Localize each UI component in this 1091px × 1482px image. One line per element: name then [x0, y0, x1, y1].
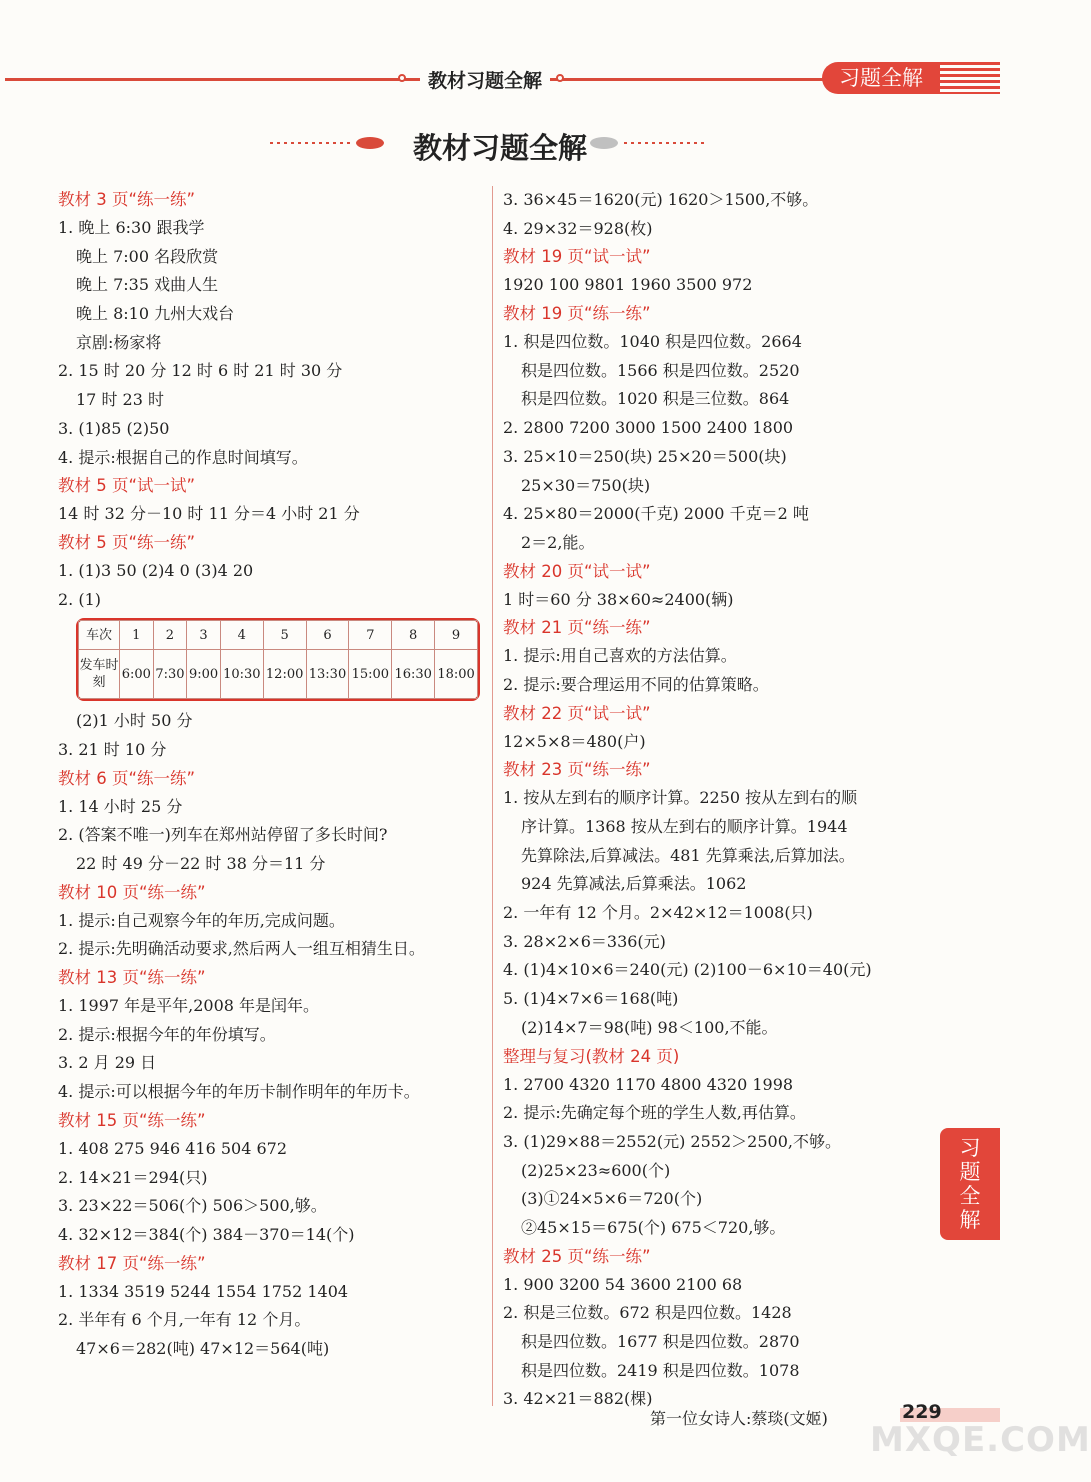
table-cell-train: 3 — [187, 621, 221, 650]
section-heading: 教材 3 页“练一练” — [58, 190, 196, 209]
section-heading: 教材 5 页“练一练” — [58, 532, 196, 552]
schedule-table — [76, 618, 480, 701]
table-cell-train: 2 — [153, 621, 187, 650]
table-cell-train: 1 — [120, 621, 154, 650]
answer-line: 25×30＝750(块) — [521, 475, 651, 495]
section-heading: 教材 5 页“试一试” — [58, 476, 196, 496]
section-heading: 教材 19 页“练一练” — [503, 304, 651, 324]
answer-line: 5. (1)4×7×6＝168(吨) — [503, 989, 679, 1009]
answer-line: 3. 2 月 29 日 — [58, 1053, 157, 1073]
watermark: MXQE.COM — [870, 1420, 1091, 1460]
table-header-train: 车次 — [79, 621, 120, 650]
table-cell-time: 9:00 — [187, 650, 221, 699]
answer-line: 2. 半年有 6 个月,一年有 12 个月。 — [58, 1310, 311, 1330]
answer-line: 京剧:杨家将 — [76, 332, 162, 352]
answer-line: 4. 提示:根据自己的作息时间填写。 — [58, 447, 308, 467]
answer-line: (3)①24×5×6＝720(个) — [521, 1189, 703, 1209]
answer-line: 3. 28×2×6＝336(元) — [503, 931, 666, 951]
answer-line: 17 时 23 时 — [76, 390, 164, 410]
answer-line: 1. 2700 4320 1170 4800 4320 1998 — [503, 1074, 794, 1094]
section-heading: 教材 21 页“练一练” — [503, 618, 651, 638]
table-cell-time: 18:00 — [435, 650, 478, 699]
right-column — [503, 186, 933, 1414]
answer-line: 47×6＝282(吨) 47×12＝564(吨) — [76, 1338, 330, 1358]
answer-line: 先算除法,后算减法。481 先算乘法,后算加法。 — [521, 845, 855, 865]
answer-line: 3. (1)29×88＝2552(元) 2552＞2500,不够。 — [503, 1131, 841, 1151]
answer-line: 4. 提示:可以根据今年的年历卡制作明年的年历卡。 — [58, 1082, 420, 1102]
answer-line: 积是四位数。1020 积是三位数。864 — [521, 389, 790, 409]
answer-line: 积是四位数。2419 积是四位数。1078 — [521, 1360, 800, 1380]
section-heading: 教材 23 页“练一练” — [503, 760, 651, 780]
answer-line: 1. 14 小时 25 分 — [58, 796, 183, 816]
answer-line: 1. 提示:自己观察今年的年历,完成问题。 — [58, 910, 345, 930]
table-cell-time: 12:00 — [263, 650, 306, 699]
header-dot-left — [398, 74, 406, 82]
section-heading: 教材 13 页“练一练” — [58, 968, 206, 988]
answer-line: 4. 32×12＝384(个) 384－370＝14(个) — [58, 1224, 355, 1244]
answer-line: 14 时 32 分－10 时 11 分＝4 小时 21 分 — [58, 504, 360, 524]
section-heading: 教材 15 页“练一练” — [58, 1110, 206, 1130]
answer-line: 晚上 8:10 九州大戏台 — [76, 304, 235, 324]
answer-line: 3. 42×21＝882(棵) — [503, 1389, 653, 1409]
answer-line: 3. 21 时 10 分 — [58, 739, 167, 759]
answer-line: 序计算。1368 按从左到右的顺序计算。1944 — [521, 817, 848, 836]
answer-line: 2. 提示:要合理运用不同的估算策略。 — [503, 674, 769, 694]
answer-line: 2. (1) — [58, 589, 102, 609]
answer-line: 4. 25×80＝2000(千克) 2000 千克＝2 吨 — [503, 504, 809, 524]
footer-note: 第一位女诗人:蔡琰(文姬) — [650, 1409, 828, 1428]
table-cell-train: 6 — [306, 621, 349, 650]
answer-line: 2. 15 时 20 分 12 时 6 时 21 时 30 分 — [58, 361, 343, 381]
answer-line: 3. 36×45＝1620(元) 1620＞1500,不够。 — [503, 190, 819, 209]
table-cell-train: 4 — [220, 621, 263, 650]
table-cell-time: 6:00 — [120, 650, 154, 699]
answer-line: 3. (1)85 (2)50 — [58, 418, 170, 438]
answer-line: 1. 1997 年是平年,2008 年是闰年。 — [58, 996, 320, 1016]
answer-line: 1 时＝60 分 38×60≈2400(辆) — [503, 589, 734, 609]
answer-line: 2. 积是三位数。672 积是四位数。1428 — [503, 1303, 792, 1323]
section-heading: 教材 20 页“试一试” — [503, 561, 651, 581]
header-stripes — [940, 62, 1000, 94]
answer-line: 1. (1)3 50 (2)4 0 (3)4 20 — [58, 560, 254, 580]
table-cell-train: 8 — [392, 621, 435, 650]
answer-line: 924 先算减法,后算乘法。1062 — [521, 874, 747, 894]
answer-line: 积是四位数。1566 积是四位数。2520 — [521, 360, 800, 380]
section-heading: 教材 25 页“练一练” — [503, 1246, 651, 1266]
answer-line: 1. 1334 3519 5244 1554 1752 1404 — [58, 1281, 349, 1301]
answer-line: 2＝2,能。 — [521, 532, 595, 552]
answer-line: 1920 100 9801 1960 3500 972 — [503, 275, 753, 295]
section-heading: 教材 10 页“练一练” — [58, 882, 206, 902]
table-cell-time: 15:00 — [349, 650, 392, 699]
section-heading: 教材 19 页“试一试” — [503, 247, 651, 267]
table-cell-train: 9 — [435, 621, 478, 650]
answer-line: 1. 408 275 946 416 504 672 — [58, 1138, 288, 1158]
answer-line: 22 时 49 分－22 时 38 分＝11 分 — [76, 854, 326, 873]
answer-line: (2)25×23≈600(个) — [521, 1160, 671, 1180]
answer-line: 2. 提示:先确定每个班的学生人数,再估算。 — [503, 1103, 806, 1123]
header-dot-right — [556, 74, 564, 82]
answer-line: 积是四位数。1677 积是四位数。2870 — [521, 1332, 800, 1351]
answer-line: 2. 14×21＝294(只) — [58, 1167, 208, 1187]
answer-line: 12×5×8＝480(户) — [503, 731, 646, 751]
answer-line: ②45×15＝675(个) 675＜720,够。 — [521, 1217, 786, 1237]
header-title: 教材习题全解 — [420, 66, 550, 93]
answer-line: 2. 一年有 12 个月。2×42×12＝1008(只) — [503, 903, 813, 923]
section-heading: 教材 6 页“练一练” — [58, 768, 196, 788]
table-header-time: 发车时刻 — [79, 650, 120, 699]
answer-line: 1. 积是四位数。1040 积是四位数。2664 — [503, 332, 802, 352]
side-tab: 习题全解 — [940, 1128, 1000, 1240]
column-divider — [492, 186, 493, 1406]
answer-line: 晚上 7:35 戏曲人生 — [76, 275, 219, 295]
answer-line: 3. 25×10＝250(块) 25×20＝500(块) — [503, 446, 787, 466]
answer-line: 1. 晚上 6:30 跟我学 — [58, 218, 205, 237]
answer-line: (2)1 小时 50 分 — [76, 711, 193, 731]
answer-line: 2. (答案不唯一)列车在郑州站停留了多长时间? — [58, 825, 388, 845]
header-tab: 习题全解 — [822, 62, 940, 94]
table-cell-time: 13:30 — [306, 650, 349, 699]
answer-line: 1. 提示:用自己喜欢的方法估算。 — [503, 646, 737, 666]
table-cell-train: 5 — [263, 621, 306, 650]
answer-line: 4. 29×32＝928(枚) — [503, 218, 653, 238]
table-cell-time: 10:30 — [220, 650, 263, 699]
section-heading: 整理与复习(教材 24 页) — [503, 1046, 680, 1066]
page-title: 教材习题全解 — [412, 131, 587, 165]
answer-line: 4. (1)4×10×6＝240(元) (2)100－6×10＝40(元) — [503, 960, 872, 980]
answer-line: (2)14×7＝98(吨) 98＜100,不能。 — [521, 1017, 778, 1037]
page-number: 229 — [902, 1401, 942, 1423]
answer-line: 2. 提示:先明确活动要求,然后两人一组互相猜生日。 — [58, 939, 425, 959]
answer-line: 1. 900 3200 54 3600 2100 68 — [503, 1274, 743, 1294]
left-column — [58, 186, 488, 1364]
title-deco-right — [590, 136, 705, 150]
table-cell-time: 7:30 — [153, 650, 187, 699]
answer-line: 2. 2800 7200 3000 1500 2400 1800 — [503, 418, 794, 438]
answer-line: 1. 按从左到右的顺序计算。2250 按从左到右的顺 — [503, 788, 858, 808]
section-heading: 教材 22 页“试一试” — [503, 703, 651, 723]
table-cell-train: 7 — [349, 621, 392, 650]
section-heading: 教材 17 页“练一练” — [58, 1253, 206, 1273]
table-cell-time: 16:30 — [392, 650, 435, 699]
answer-line: 3. 23×22＝506(个) 506＞500,够。 — [58, 1196, 327, 1216]
answer-line: 2. 提示:根据今年的年份填写。 — [58, 1024, 276, 1044]
answer-line: 晚上 7:00 名段欣赏 — [76, 246, 219, 266]
